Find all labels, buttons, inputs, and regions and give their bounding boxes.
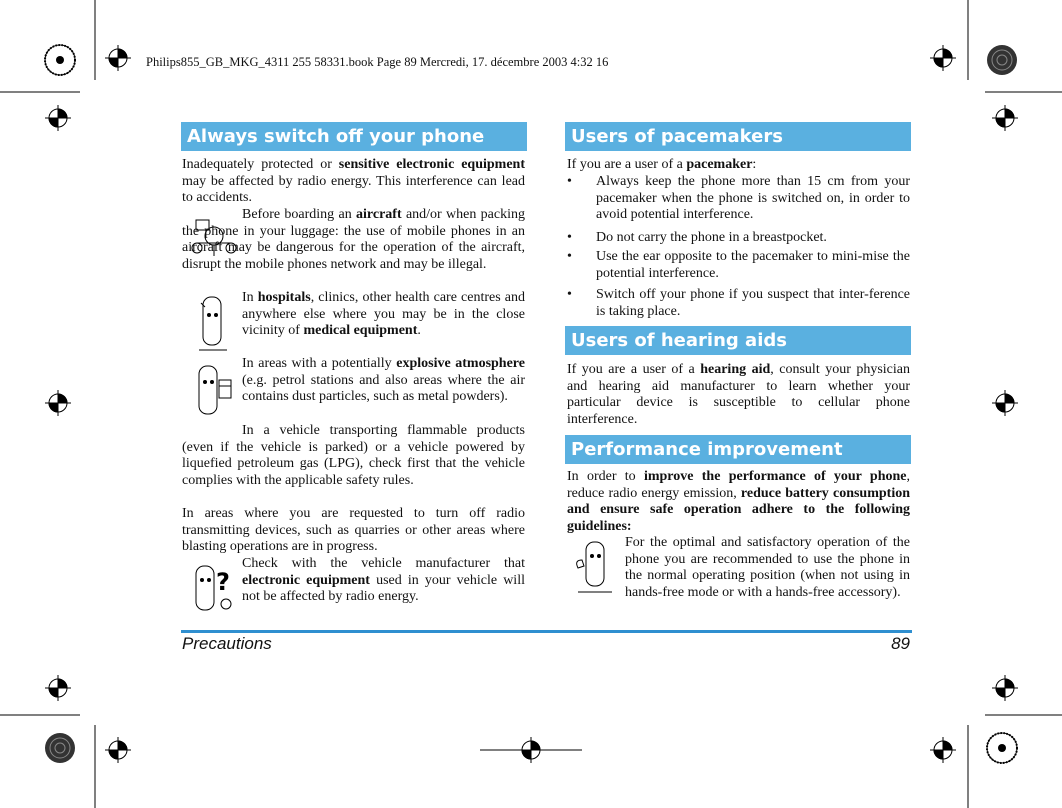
registration-mark-left-3 [45, 675, 71, 701]
registration-mark-left-1 [45, 105, 71, 131]
footer-section-title: Precautions [182, 634, 272, 653]
registration-mark-right-2 [992, 390, 1018, 416]
section-heading-performance: Performance improvement [565, 435, 911, 464]
paragraph-pacemaker-intro: If you are a user of a pacemaker: [567, 157, 757, 172]
paragraph-aircraft: Before boarding an aircraft and/or when packing the phone in your luggage: the use of mobile phones in an aircraft may be dangerous for the operation of the aircraft, disrupt the mobile phones network and may be illegal. [182, 207, 525, 272]
paragraph-vehicle-electronics: Check with the vehicle manufacturer that electronic equipment used in your vehicle will not be affected by radio energy. [242, 556, 525, 605]
starburst-mark-bottom-left [45, 733, 75, 763]
paragraph-blasting: In areas where you are requested to turn off radio transmitting devices, such as quarries or other areas where blasting operations are in progress. [182, 506, 525, 555]
list-item: • Always keep the phone more than 15 cm from your pacemaker when the phone is switched on, in order to avoid potential interference. [567, 174, 910, 223]
print-header-line: Philips855_GB_MKG_4311 255 58331.book Page 89 Mercredi, 17. décembre 2003 4:32 16 [146, 55, 609, 69]
vehicle-question-phone-icon [192, 562, 238, 614]
starburst-mark-bottom-right [987, 733, 1017, 763]
svg-text:?: ? [216, 568, 230, 596]
section-heading-switch-off: Always switch off your phone [181, 122, 527, 151]
registration-mark-bottom-1 [105, 737, 131, 763]
registration-mark-right-1 [992, 105, 1018, 131]
list-item: • Do not carry the phone in a breastpocket. [567, 230, 827, 245]
thumbs-up-phone-icon [572, 538, 620, 596]
registration-mark-top-2 [930, 45, 956, 71]
registration-mark-top-1 [105, 45, 131, 71]
paragraph-vehicle-flammable: In a vehicle transporting flammable products (even if the vehicle is parked) or a vehicle powered by liquefied petroleum gas (LPG), check first that the vehicle complies with the applicable safety rules. [182, 423, 525, 488]
starburst-mark-top-left [45, 45, 75, 75]
hospital-phone-icon [195, 293, 231, 353]
paragraph-performance-intro: In order to improve the performance of your phone, reduce radio energy emission, reduce battery consumption and ensure safe operation adhere to the following guidelines: [567, 469, 911, 534]
paragraph-explosive: In areas with a potentially explosive atmosphere (e.g. petrol stations and also areas where the air contains dust particles, such as metal powders). [242, 356, 525, 405]
registration-mark-right-3 [992, 675, 1018, 701]
paragraph-sensitive-equipment: Inadequately protected or sensitive electronic equipment may be affected by radio energy. This interference can lead to accidents. [182, 157, 525, 206]
list-item: • Switch off your phone if you suspect that inter-ference is taking place. [567, 287, 910, 319]
paragraph-hospitals: In hospitals, clinics, other health care centres and anywhere else where you may be in the close vicinity of medical equipment. [242, 290, 525, 339]
section-heading-hearing-aids: Users of hearing aids [565, 326, 911, 355]
registration-mark-left-2 [45, 390, 71, 416]
section-heading-pacemakers: Users of pacemakers [565, 122, 911, 151]
paragraph-performance-position: For the optimal and satisfactory operation of the phone you are recommended to use the phone in the normal operating position (when not using in hands-free mode or with a hands-free accessory). [625, 535, 910, 600]
explosive-phone-icon [193, 362, 237, 418]
paragraph-hearing-aid: If you are a user of a hearing aid, consult your physician and hearing aid manufacturer to learn whether your particular device is susceptible to cellular phone interference. [567, 362, 910, 427]
registration-mark-bottom-3 [930, 737, 956, 763]
page-number: 89 [891, 634, 910, 653]
starburst-mark-top-right [987, 45, 1017, 75]
list-item: • Use the ear opposite to the pacemaker to mini-mise the potential interference. [567, 249, 910, 281]
footer-rule [181, 630, 912, 633]
registration-mark-bottom-2 [480, 737, 582, 763]
